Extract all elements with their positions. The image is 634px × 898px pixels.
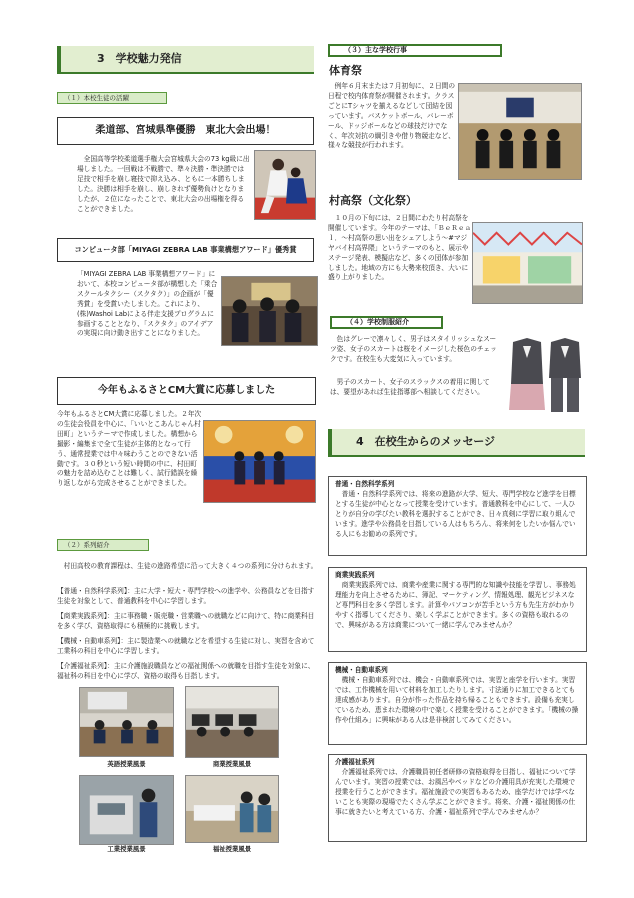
industry-class-caption: 工業授業風景 [107,845,146,853]
message-general-science [328,476,587,556]
judo-headline: 柔道部、宮城県準優勝 東北大会出場！ [57,117,314,145]
computer-club-text: 「MIYAGI ZEBRA LAB 事業構想アワード」において、本校コンピュータ部が構想した「乗合スクールタクシー（スクタク）」の企画が「優秀賞」を受賞いたしました。これにより、(株)Washoi Labによる伴走支援プログラムに参画することとなり、「スクタク」のアイデアの実現に向け動き出すことになりました。 [77,270,218,338]
series-welfare: 【介護福祉系列】：主に介護施設職員などの福祉関係への就職を目指す生徒を対象に、福祉科の科目を中心に学び、資格の取得も目指します。 [57,662,315,680]
cm-award-headline: 今年もふるさとCM大賞に応募しました [57,377,316,405]
message-welfare [328,754,587,842]
message-head: 普通・自然科学系列 [335,480,395,488]
message-body: 普通・自然科学系列では、将来の進路が大学、短大、専門学校など進学を目標とする生徒が中心となって授業を受けています。普通教科を中心にして、一人ひとりが自分の学びたい教科を選択することができ、日々真剣に学習に取り組んでいます。進学や公務員を目指している人はもちろん、将来何をしたいか悩んでいる人にもお勧めの系列です。 [335,490,576,538]
commerce-class-caption: 商業授業風景 [212,760,252,768]
section4-title: 4 在校生からのメッセージ [328,429,585,457]
english-class-caption: 英語授業風景 [107,760,146,768]
sub-heading-student-activities: （１）本校生徒の活躍 [57,92,167,104]
sub-heading-events: （３）主な学校行事 [328,44,502,57]
uniform-text-1: 色はグレーで凛々しく、男子はスタイリッシュなスーツ姿、女子のスカートは桜をイメージした桜色のチェックです。在校生も大変気に入っています。 [330,335,497,363]
series-commerce: 【商業実践系列】：主に事務職・販売職・営業職への就職などに向けて、特に商業科目を多く学び、資格取得にも積極的に挑戦します。 [57,612,315,630]
commerce-class-photo [185,686,279,758]
message-body: 介護福祉系列では、介護職員初任者研修の資格取得を目指し、福祉について学んでいます。実習の授業では、お風呂やベッドなどの介護用具が充実した環境で授業を行うことができます。福祉施設での実習もあるため、座学だけでは学べないことも実際の現場でたくさん学ぶことができます。将来、介護・福祉関係の仕事に就きたいと考えている方、介護・福祉系列で学んでみませんか？ [335,768,576,816]
industry-class-photo [79,775,174,845]
computer-club-photo [221,276,318,346]
message-body: 商業実践系列では、商業や産業に関する専門的な知識や技能を学習し、事務処理能力を向上させるために、簿記、マーケティング、情報処理、観光ビジネスなど専門科目を多く学習します。計算やパソコンが苦手という方も先生方がわかりやすく指導してくださり、楽しく学ぶことができます。多くの資格も取れるので、興味がある方は商業について一緒に学んでみませんか？ [335,581,576,629]
sports-festival-photo [458,83,582,180]
judo-photo [254,150,316,220]
series-machine: 【機械・自動車系列】：主に製造業への就職などを希望する生徒に対し、実習を含めて工業科の科目を中心に学習します。 [57,637,315,655]
welfare-class-caption: 福祉授業風景 [212,845,252,853]
sub-heading-uniform: （４）学校制服紹介 [330,316,443,329]
school-festival-text: １０月の下旬には、２日間にわたり村高祭を開催しています。今年のテーマは、「ＢｅＲｅａｌ．～村高祭の思い出をシェアしよう～#マジヤバイ村高界隈」というテーマのもと、展示やステージ発表、模擬店など、多くの団体が参加しました。地域の方にも大勢来校頂き、大いに盛り上がりました。 [328,214,472,282]
computer-club-award-box: コンピュータ部「MIYAGI ZEBRA LAB 事業構想アワード」優秀賞 [57,238,314,262]
school-festival-title: 村高祭（文化祭） [329,194,417,207]
cm-award-text: 今年もふるさとCM大賞に応募しました。２年次の生徒会役員を中心に、「いいとこあんじゃん村田町」というテーマで作成しました。構想から撮影・編集まで全て生徒が主体的となって行う、通常授業では中々味わうことのできない活動です。３０秒という短い時間の中に、村田町の魅力を詰め込むことは難しく、試行錯誤を繰り返しながら完成させることができました。 [57,410,202,488]
message-head: 商業実践系列 [335,571,375,579]
school-festival-photo [472,222,583,304]
english-class-photo [79,687,174,757]
sports-festival-text: 例年６月末または７月初旬に、２日間の日程で校内体育祭が開催されます。クラスごとにTシャツを揃えるなどして団結を図っています。バスケットボール、バレーボール、ドッジボールなどの球技だけでなく、年次対抗の綱引きや借り物競走など、様々な競技が行われます。 [328,82,456,150]
message-body: 機械・自動車系列では、機会・自動車系列では、実習と座学を行います。実習では、工作機械を用いて材料を加工したりします。寸法通りに加工できるとても達成感があります。自分が作った作品を持ち帰ることもできます。設備も充実しているため、恵まれた環境の中で楽しく授業を受けることができます。「機械の操作や仕組み」に興味がある人は是非検討してみてください。 [335,676,579,724]
message-machine [328,662,587,745]
cm-award-photo [203,420,316,503]
message-commerce [328,567,587,652]
series-intro: 村田高校の教育課程は、生徒の進路希望に沿って大きく４つの系列に分けられます。 [57,562,318,570]
uniform-text-2: 男子のスカート、女子のスラックスの着用に関しては、要望があれば生徒指導部へ相談してください。 [330,378,490,396]
uniform-photo [505,338,589,414]
series-general: 【普通・自然科学系列】：主に大学・短大・専門学校への進学や、公務員などを目指す生徒を対象として、普通教科を中心に学習します。 [57,587,315,605]
sports-festival-title: 体育祭 [329,64,362,77]
judo-text: 全国高等学校柔道選手権大会宮城県大会の73 kg級に出場しました。一回戦は不戦勝で、準々決勝・準決勝では足技で相手を崩し寝技で抑え込み、ともに一本勝ちしました。決勝は相手を崩し、崩しきれず優勢負けとなりましたが、２位になったことで、東北大会の出場権を得ることができました。 [77,155,250,213]
sub-heading-series: （２）系列紹介 [57,539,149,551]
message-head: 介護福祉系列 [335,758,375,766]
welfare-class-photo [185,775,279,843]
message-head: 機械・自動車系列 [335,666,388,674]
section3-title: 3 学校魅力発信 [57,46,314,74]
